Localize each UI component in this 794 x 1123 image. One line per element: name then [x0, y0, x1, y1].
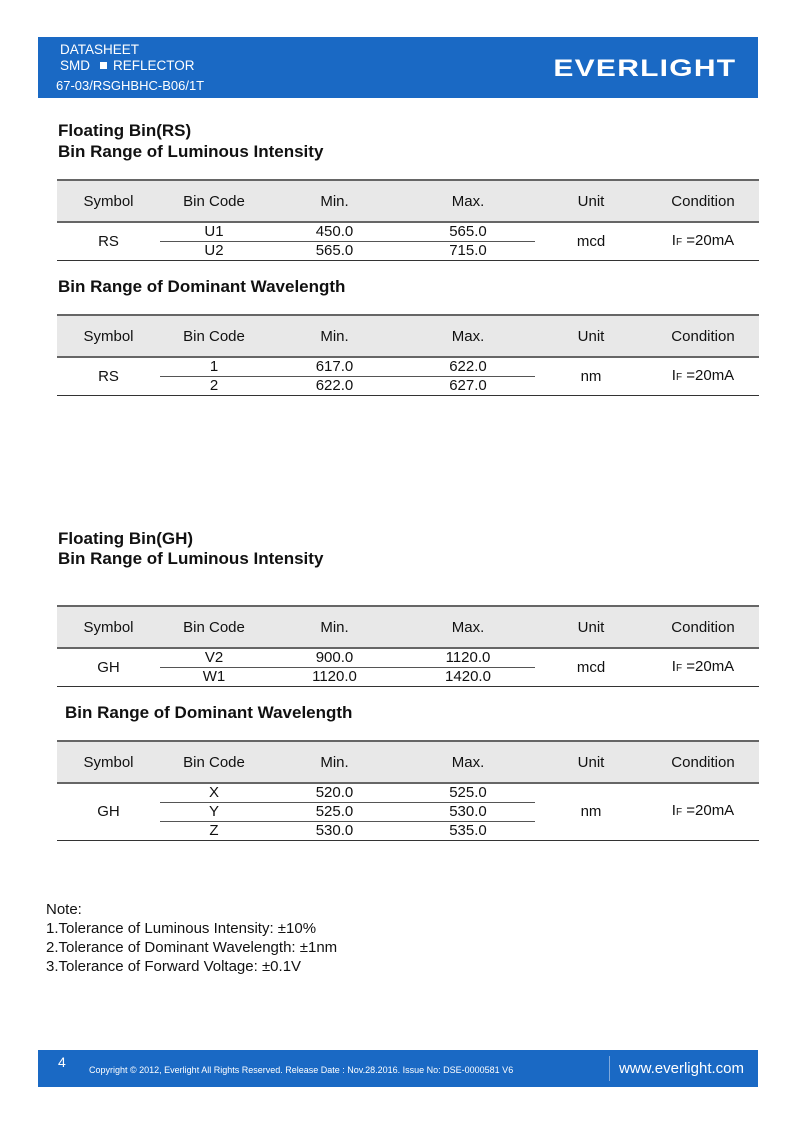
- table-row: [57, 222, 759, 242]
- unit-cell: nm: [535, 357, 647, 396]
- condition-cell: [647, 357, 759, 396]
- min-cell: 900.0: [315, 649, 354, 666]
- bin-code-cell: Z: [160, 822, 268, 841]
- table-rs-luminous: [57, 179, 759, 261]
- table-gh-wavelength: [57, 740, 759, 841]
- bin-code-cell: 1: [209, 358, 219, 375]
- condition-value: =20mA: [682, 802, 735, 819]
- condition-symbol: I: [671, 231, 676, 249]
- product-smd: SMD: [60, 58, 90, 73]
- website-link[interactable]: www.everlight.com: [618, 1060, 744, 1077]
- unit-cell: nm: [535, 783, 647, 841]
- note-item: 3.Tolerance of Forward Voltage: ±0.1V: [46, 958, 302, 975]
- max-cell: 565.0: [449, 223, 487, 240]
- condition-value: =20mA: [682, 366, 735, 384]
- bin-code-cell: X: [208, 784, 219, 801]
- condition-col-header: Condition: [647, 741, 759, 783]
- condition-subscript: F: [675, 807, 683, 818]
- bin-code-cell: 2: [160, 377, 268, 396]
- symbol-cell: GH: [57, 783, 160, 841]
- gh-lum-title: Bin Range of Luminous Intensity: [58, 549, 324, 568]
- notes-title: Note:: [46, 901, 82, 918]
- max-cell: 622.0: [449, 358, 487, 375]
- square-bullet-icon: [100, 62, 107, 69]
- symbol-col-header: Symbol: [57, 315, 160, 357]
- product-reflector: REFLECTOR: [113, 58, 195, 73]
- min-col-header: Min.: [268, 606, 401, 648]
- max-col-header: Max.: [401, 180, 535, 222]
- table-rs-wavelength: [57, 314, 759, 396]
- copyright-text: Copyright © 2012, Everlight All Rights Reserved. Release Date : Nov.28.2016. Issue No: DSE-0000581 V6: [89, 1065, 514, 1075]
- min-cell: 622.0: [268, 377, 401, 396]
- doc-type: DATASHEET: [60, 42, 140, 57]
- bincode-col-header: Bin Code: [160, 315, 268, 357]
- symbol-cell: RS: [57, 357, 160, 396]
- bin-code-cell: U1: [204, 223, 224, 240]
- condition-cell: [647, 783, 759, 841]
- symbol-col-header: Symbol: [57, 741, 160, 783]
- condition-col-header: Condition: [647, 180, 759, 222]
- min-col-header: Min.: [268, 315, 401, 357]
- max-col-header: Max.: [401, 741, 535, 783]
- max-cell: 535.0: [401, 822, 535, 841]
- max-cell: 627.0: [401, 377, 535, 396]
- min-cell: 1120.0: [268, 668, 401, 687]
- max-col-header: Max.: [401, 315, 535, 357]
- bincode-col-header: Bin Code: [160, 606, 268, 648]
- page-number: 4: [58, 1054, 66, 1070]
- notes: [46, 900, 337, 976]
- note-item: 2.Tolerance of Dominant Wavelength: ±1nm: [46, 939, 338, 956]
- header-bar: [38, 37, 758, 98]
- table-gh-luminous: [57, 605, 759, 687]
- table-row: [57, 783, 759, 803]
- condition-symbol: I: [671, 657, 676, 675]
- bin-code-cell: U2: [160, 242, 268, 261]
- unit-col-header: Unit: [535, 315, 647, 357]
- condition-subscript: F: [675, 662, 683, 674]
- max-cell: 1420.0: [401, 668, 535, 687]
- condition-symbol: I: [671, 366, 676, 384]
- unit-col-header: Unit: [535, 606, 647, 648]
- condition-subscript: F: [675, 371, 683, 383]
- unit-cell: mcd: [535, 222, 647, 261]
- rs-lum-title: Bin Range of Luminous Intensity: [58, 142, 324, 161]
- min-cell: 565.0: [268, 242, 401, 261]
- symbol-cell: GH: [57, 648, 160, 687]
- gh-wl-title: Bin Range of Dominant Wavelength: [65, 703, 353, 722]
- table-header-row: [57, 315, 759, 357]
- condition-cell: [647, 648, 759, 687]
- min-cell: 525.0: [268, 803, 401, 822]
- footer-divider: [609, 1056, 610, 1081]
- min-col-header: Min.: [268, 180, 401, 222]
- symbol-cell: RS: [57, 222, 160, 261]
- section-title-rs: Floating Bin(RS): [58, 121, 192, 140]
- condition-col-header: Condition: [647, 606, 759, 648]
- table-header-row: [57, 741, 759, 783]
- condition-cell: [647, 222, 759, 261]
- min-col-header: Min.: [268, 741, 401, 783]
- rs-wl-title: Bin Range of Dominant Wavelength: [58, 277, 346, 296]
- min-cell: 617.0: [315, 358, 354, 375]
- symbol-col-header: Symbol: [57, 180, 160, 222]
- table-header-row: [57, 606, 759, 648]
- max-cell: 525.0: [449, 784, 487, 801]
- unit-cell: mcd: [535, 648, 647, 687]
- bincode-col-header: Bin Code: [160, 741, 268, 783]
- bincode-col-header: Bin Code: [160, 180, 268, 222]
- part-number: 67-03/RSGHBHC-B06/1T: [56, 78, 205, 93]
- footer-bar: [38, 1050, 758, 1087]
- table-row: [57, 357, 759, 377]
- condition-value: =20mA: [682, 231, 735, 249]
- everlight-logo: EVERLIGHT: [553, 55, 736, 82]
- table-row: [57, 648, 759, 668]
- table-header-row: [57, 180, 759, 222]
- bin-code-cell: Y: [160, 803, 268, 822]
- condition-subscript: F: [675, 236, 683, 248]
- bin-code-cell: W1: [160, 668, 268, 687]
- unit-col-header: Unit: [535, 180, 647, 222]
- min-cell: 450.0: [315, 223, 354, 240]
- min-cell: 520.0: [315, 784, 354, 801]
- max-cell: 1120.0: [445, 649, 491, 666]
- max-cell: 715.0: [401, 242, 535, 261]
- section-title-gh: Floating Bin(GH): [58, 529, 194, 548]
- note-item: 1.Tolerance of Luminous Intensity: ±10%: [46, 920, 317, 937]
- min-cell: 530.0: [268, 822, 401, 841]
- product-family: [60, 58, 195, 74]
- bin-code-cell: V2: [204, 649, 224, 666]
- max-col-header: Max.: [401, 606, 535, 648]
- max-cell: 530.0: [401, 803, 535, 822]
- condition-col-header: Condition: [647, 315, 759, 357]
- condition-symbol: I: [671, 802, 676, 819]
- unit-col-header: Unit: [535, 741, 647, 783]
- symbol-col-header: Symbol: [57, 606, 160, 648]
- condition-value: =20mA: [682, 657, 735, 675]
